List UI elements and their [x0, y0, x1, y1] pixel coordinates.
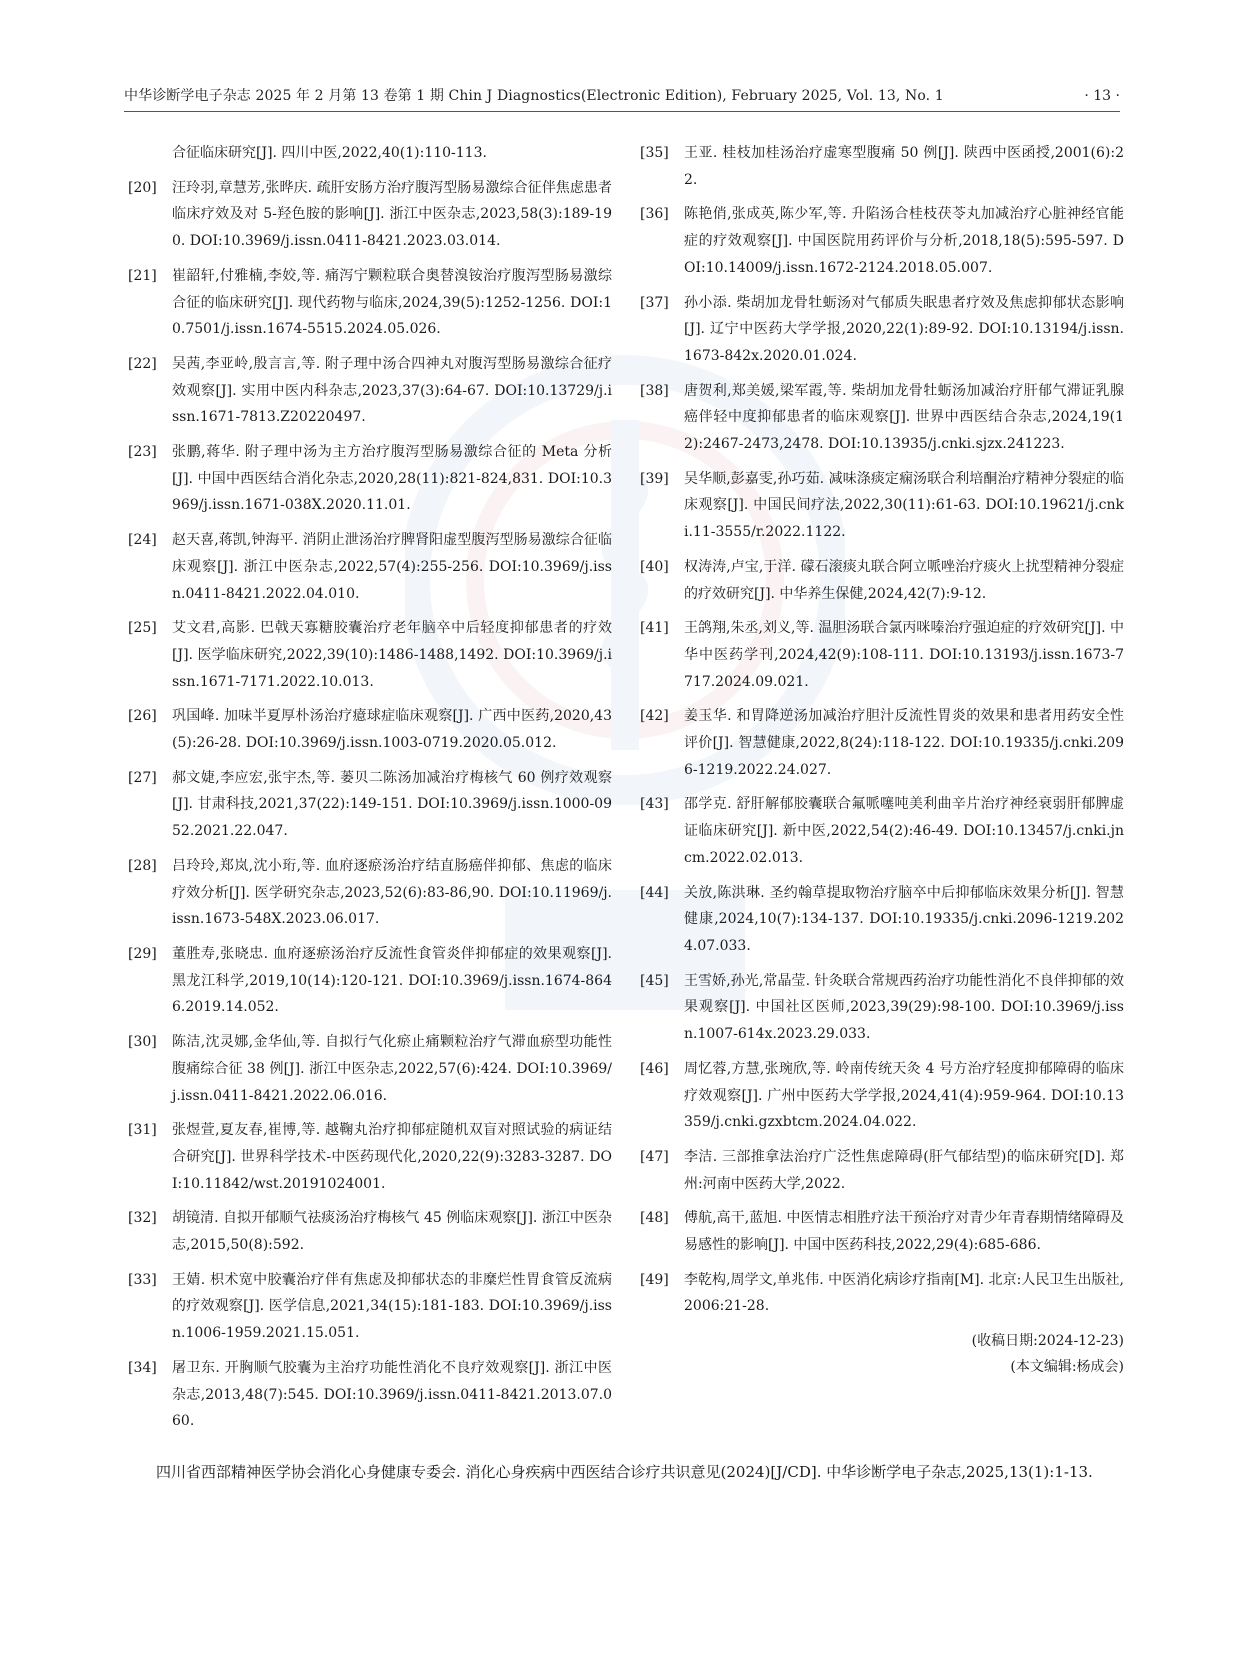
reference-entry: [640, 466, 1124, 546]
reference-number: [23]: [128, 444, 157, 461]
reference-text: 姜玉华. 和胃降逆汤加减治疗胆汁反流性胃炎的效果和患者用药安全性评价[J]. 智慧健康,2022,8(24):118-122. DOI:10.19335/j.cnki.2096-1219.2022.24.027.: [684, 708, 1124, 778]
reference-text: 吴华顺,彭嘉雯,孙巧茹. 减味涤痰定痫汤联合利培酮治疗精神分裂症的临床观察[J]. 中国民间疗法,2022,30(11):61-63. DOI:10.19621/j.cnki.11-3555/r.2022.1122.: [684, 470, 1124, 541]
reference-number: [25]: [128, 620, 157, 637]
reference-entry: [128, 351, 612, 431]
reference-number: [40]: [640, 558, 669, 575]
reference-text: 巩国峰. 加味半夏厚朴汤治疗癔球症临床观察[J]. 广西中医药,2020,43(5):26-28. DOI:10.3969/j.issn.1003-0719.2020.05.012.: [172, 708, 612, 752]
reference-entry: [128, 941, 612, 1021]
reference-entry: [640, 1267, 1124, 1320]
reference-number: [29]: [128, 945, 157, 962]
reference-entry: [128, 1117, 612, 1197]
reference-number: [34]: [128, 1359, 157, 1376]
reference-entry: [128, 615, 612, 695]
reference-text: 张鹏,蒋华. 附子理中汤为主方治疗腹泻型肠易激综合征的 Meta 分析[J]. 中国中西医结合消化杂志,2020,28(11):821-824,831. DOI:10.3969/j.issn.1671-038X.2020.11.01.: [172, 444, 612, 514]
reference-text: 傅航,高干,蓝旭. 中医情志相胜疗法干预治疗对青少年青春期情绪障碍及易感性的影响[J]. 中国中医药科技,2022,29(4):685-686.: [684, 1210, 1124, 1254]
reference-text: 李乾构,周学文,单兆伟. 中医消化病诊疗指南[M]. 北京:人民卫生出版社,2006:21-28.: [684, 1271, 1124, 1315]
reference-number: [28]: [128, 857, 157, 874]
reference-entry: [640, 378, 1124, 458]
reference-number: [31]: [128, 1122, 157, 1139]
reference-number: [47]: [640, 1148, 669, 1165]
reference-column-right: [640, 140, 1124, 1380]
reference-number: [39]: [640, 470, 669, 487]
reference-entry: [640, 615, 1124, 695]
reference-text: 屠卫东. 开胸顺气胶囊为主治疗功能性消化不良疗效观察[J]. 浙江中医杂志,2013,48(7):545. DOI:10.3969/j.issn.0411-8421.2013.07.060.: [172, 1359, 612, 1430]
reference-number: [49]: [640, 1271, 669, 1288]
reference-number: [32]: [128, 1210, 157, 1227]
reference-number: [41]: [640, 620, 669, 637]
reference-entry: [640, 1205, 1124, 1258]
reference-text: 董胜寿,张晓忠. 血府逐瘀汤治疗反流性食管炎伴抑郁症的效果观察[J]. 黑龙江科学,2019,10(14):120-121. DOI:10.3969/j.issn.1674-8646.2019.14.052.: [172, 945, 612, 1016]
reference-number: [27]: [128, 769, 157, 786]
reference-text: 陈洁,沈灵娜,金华仙,等. 自拟行气化瘀止痛颗粒治疗气滞血瘀型功能性腹痛综合征 38 例[J]. 浙江中医杂志,2022,57(6):424. DOI:10.3969/j.issn.0411-8421.2022.06.016.: [172, 1034, 612, 1104]
reference-entry: [128, 765, 612, 845]
reference-number: [26]: [128, 708, 157, 725]
reference-entry: [640, 880, 1124, 960]
reference-entry: [128, 439, 612, 519]
reference-number: [22]: [128, 355, 157, 372]
reference-text: 吴茜,李亚岭,殷言言,等. 附子理中汤合四神丸对腹泻型肠易激综合征疗效观察[J]. 实用中医内科杂志,2023,37(3):64-67. DOI:10.13729/j.issn.1671-7813.Z20220497.: [172, 355, 612, 426]
reference-entry: [128, 527, 612, 607]
reference-number: [36]: [640, 206, 669, 223]
reference-text: 崔韶轩,付雅楠,李姣,等. 痛泻宁颗粒联合奥替溴铵治疗腹泻型肠易激综合征的临床研究[J]. 现代药物与临床,2024,39(5):1252-1256. DOI:10.7501/j.issn.1674-5515.2024.05.026.: [172, 267, 612, 338]
header-rule: [124, 111, 1120, 112]
editor-note: (本文编辑:杨成会): [1010, 1359, 1124, 1376]
reference-number: [33]: [128, 1271, 157, 1288]
reference-entry: [128, 1267, 612, 1347]
reference-entry: [128, 1355, 612, 1435]
reference-number: [21]: [128, 267, 157, 284]
reference-entry: [640, 554, 1124, 607]
reference-text: 王婧. 枳术宽中胶囊治疗伴有焦虑及抑郁状态的非糜烂性胃食管反流病的疗效观察[J]. 医学信息,2021,34(15):181-183. DOI:10.3969/j.issn.1006-1959.2021.15.051.: [172, 1271, 612, 1342]
reference-entry: [640, 791, 1124, 871]
reference-text: 吕玲玲,郑岚,沈小珩,等. 血府逐瘀汤治疗结直肠癌伴抑郁、焦虑的临床疗效分析[J]. 医学研究杂志,2023,52(6):83-86,90. DOI:10.11969/j.issn.1673-548X.2023.06.017.: [172, 857, 612, 928]
reference-text: 王鸽翔,朱丞,刘义,等. 温胆汤联合氯丙咪嗪治疗强迫症的疗效研究[J]. 中华中医药学刊,2024,42(9):108-111. DOI:10.13193/j.issn.1673-7717.2024.09.021.: [684, 620, 1124, 690]
reference-number: [46]: [640, 1060, 669, 1077]
reference-text: 关放,陈洪琳. 圣约翰草提取物治疗脑卒中后抑郁临床效果分析[J]. 智慧健康,2024,10(7):134-137. DOI:10.19335/j.cnki.2096-1219.2024.07.033.: [684, 884, 1124, 954]
reference-entry: [640, 1056, 1124, 1136]
running-head: [124, 84, 1120, 108]
reference-entry: [128, 1205, 612, 1258]
reference-number: [24]: [128, 532, 157, 549]
reference-entry: [640, 1144, 1124, 1197]
reference-text: 郝文婕,李应宏,张宇杰,等. 蒌贝二陈汤加减治疗梅核气 60 例疗效观察[J]. 甘肃科技,2021,37(22):149-151. DOI:10.3969/j.issn.1000-0952.2021.22.047.: [172, 769, 612, 840]
reference-column-left: [128, 140, 612, 1443]
reference-text: 汪玲羽,章慧芳,张晔庆. 疏肝安肠方治疗腹泻型肠易激综合征伴焦虑患者临床疗效及对 5-羟色胺的影响[J]. 浙江中医杂志,2023,58(3):189-190. DOI:10.3969/j.issn.0411-8421.2023.03.014.: [172, 179, 612, 250]
reference-text: 邵学克. 舒肝解郁胶囊联合氟哌噻吨美利曲辛片治疗神经衰弱肝郁脾虚证临床研究[J]. 新中医,2022,54(2):46-49. DOI:10.13457/j.cnki.jncm.2022.02.013.: [684, 796, 1124, 866]
received-date: (收稿日期:2024-12-23): [971, 1333, 1124, 1350]
reference-number: [38]: [640, 382, 669, 399]
reference-entry: [128, 263, 612, 343]
reference-number: [35]: [640, 145, 669, 161]
reference-text: 张煜萱,夏友春,崔博,等. 越鞠丸治疗抑郁症随机双盲对照试验的病证结合研究[J]. 世界科学技术-中医药现代化,2020,22(9):3283-3287. DOI:10.11842/wst.20191024001.: [172, 1122, 612, 1192]
reference-text: 孙小添. 柴胡加龙骨牡蛎汤对气郁质失眠患者疗效及焦虑抑郁状态影响[J]. 辽宁中医药大学学报,2020,22(1):89-92. DOI:10.13194/j.issn.1673-842x.2020.01.024.: [684, 294, 1124, 364]
reference-number: [45]: [640, 972, 669, 989]
reference-number: [42]: [640, 708, 669, 725]
reference-text: 艾文君,高影. 巴戟天寡糖胶囊治疗老年脑卒中后轻度抑郁患者的疗效[J]. 医学临床研究,2022,39(10):1486-1488,1492. DOI:10.3969/j.issn.1671-7171.2022.10.013.: [172, 620, 612, 690]
reference-text: 胡镜清. 自拟开郁顺气祛痰汤治疗梅核气 45 例临床观察[J]. 浙江中医杂志,2015,50(8):592.: [172, 1210, 612, 1254]
reference-entry: [128, 703, 612, 756]
reference-text: 唐贺利,郑美媛,梁军霞,等. 柴胡加龙骨牡蛎汤加减治疗肝郁气滞证乳腺癌伴轻中度抑郁患者的临床观察[J]. 世界中西医结合杂志,2024,19(12):2467-2473,2478. DOI:10.13935/j.cnki.sjzx.241223.: [684, 382, 1124, 453]
reference-text: 王亚. 桂枝加桂汤治疗虚寒型腹痛 50 例[J]. 陕西中医函授,2001(6):22.: [684, 145, 1124, 188]
reference-entry: [640, 201, 1124, 281]
reference-entry: [640, 290, 1124, 370]
page-number: · 13 ·: [1084, 88, 1120, 104]
reference-number: [30]: [128, 1034, 157, 1051]
reference-number: [44]: [640, 884, 669, 901]
reference-entry: [640, 703, 1124, 783]
reference-entry: [128, 1029, 612, 1109]
reference-number: [48]: [640, 1210, 669, 1227]
reference-entry: [128, 853, 612, 933]
reference-text: 陈艳俏,张成英,陈少军,等. 升陷汤合桂枝茯苓丸加减治疗心脏神经官能症的疗效观察[J]. 中国医院用药评价与分析,2018,18(5):595-597. DOI:10.14009/j.issn.1672-2124.2018.05.007.: [684, 206, 1124, 276]
reference-entry: [640, 968, 1124, 1048]
reference-text: 李洁. 三部推拿法治疗广泛性焦虑障碍(肝气郁结型)的临床研究[D]. 郑州:河南中医药大学,2022.: [684, 1148, 1124, 1192]
reference-text: 王雪娇,孙光,常晶莹. 针灸联合常规西药治疗功能性消化不良伴抑郁的效果观察[J]. 中国社区医师,2023,39(29):98-100. DOI:10.3969/j.issn.1007-614x.2023.29.033.: [684, 972, 1124, 1043]
reference-entry: [128, 175, 612, 255]
reference-number: [20]: [128, 179, 157, 196]
reference-text: 合征临床研究[J]. 四川中医,2022,40(1):110-113.: [172, 145, 487, 161]
reference-number: [37]: [640, 294, 669, 311]
reference-entry: [640, 140, 1124, 193]
reference-text: 赵天喜,蒋凯,钟海平. 消阴止泄汤治疗脾肾阳虚型腹泻型肠易激综合征临床观察[J]. 浙江中医杂志,2022,57(4):255-256. DOI:10.3969/j.issn.0411-8421.2022.04.010.: [172, 532, 612, 602]
reference-text: 周忆蓉,方慧,张琬欣,等. 岭南传统天灸 4 号方治疗轻度抑郁障碍的临床疗效观察[J]. 广州中医药大学学报,2024,41(4):959-964. DOI:10.13359/j.cnki.gzxbtcm.2024.04.022.: [684, 1060, 1124, 1131]
reference-number: [43]: [640, 796, 669, 813]
journal-info: 中华诊断学电子杂志 2025 年 2 月第 13 卷第 1 期 Chin J Diagnostics(Electronic Edition), February 2025, Vol. 13, No. 1: [124, 88, 944, 104]
reference-entry: [128, 140, 612, 167]
reference-text: 权涛涛,卢宝,于洋. 礞石滚痰丸联合阿立哌唑治疗痰火上扰型精神分裂症的疗效研究[J]. 中华养生保健,2024,42(7):9-12.: [684, 558, 1124, 602]
citation-note: 四川省西部精神医学协会消化心身健康专委会. 消化心身疾病中西医结合诊疗共识意见(2024)[J/CD]. 中华诊断学电子杂志,2025,13(1):1-13.: [156, 1463, 1093, 1481]
